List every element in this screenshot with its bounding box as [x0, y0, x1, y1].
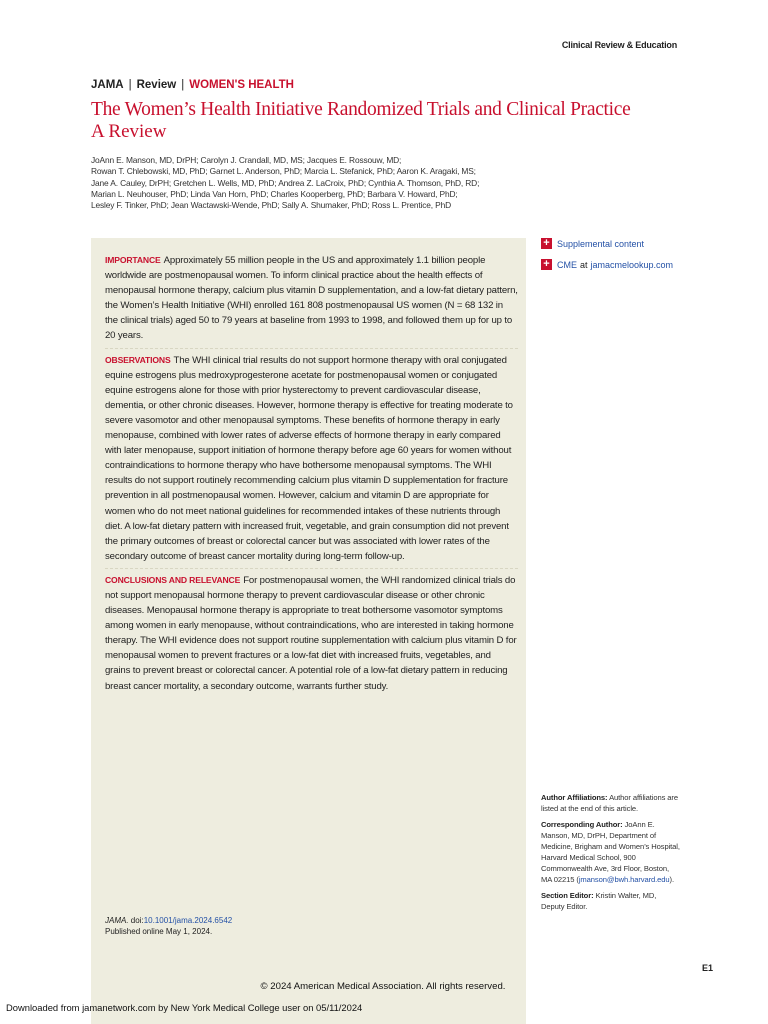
- corresponding-text: JoAnn E. Manson, MD, DrPH, Department of Medicine, Brigham and Women’s Hospital, Harvard Medical School, 900 Commonwealth Ave, 3rd Floor, Boston, MA 02215 (: [541, 820, 680, 884]
- supplemental-label[interactable]: Supplemental content: [557, 238, 645, 249]
- section-label: Clinical Review & Education: [561, 40, 677, 50]
- section-editor: [541, 890, 681, 912]
- article-type: Review: [136, 79, 177, 91]
- observations-heading: OBSERVATIONS: [105, 354, 171, 365]
- author-line: Lesley F. Tinker, PhD; Jean Wactawski-Wende, PhD; Sally A. Shumaker, PhD; Ross L. Prentice, PhD: [91, 200, 451, 211]
- affiliations-text: Author affiliations are listed at the end of this article.: [541, 793, 678, 813]
- article-subtitle: A Review: [91, 121, 167, 142]
- abstract-observations: [105, 348, 518, 568]
- published-date: Published online May 1, 2024.: [105, 926, 213, 936]
- corresponding-close: ).: [669, 875, 674, 884]
- affiliations-heading: Author Affiliations:: [541, 793, 608, 802]
- importance-heading: IMPORTANCE: [105, 255, 161, 265]
- plus-icon: +: [541, 238, 552, 249]
- journal-name: JAMA: [91, 79, 124, 91]
- doi-prefix: doi:: [130, 916, 144, 925]
- breadcrumb: JAMA | Review | WOMEN'S HEALTH: [91, 79, 294, 91]
- author-line: Rowan T. Chlebowski, MD, PhD; Garnet L. Anderson, PhD; Marcia L. Stefanick, PhD; Aaron K. Aragaki, MS;: [91, 166, 476, 177]
- importance-text: Approximately 55 million people in the US and approximately 1.1 billion people worldwide are postmenopausal women. To inform clinical practice about the health effects of menopausal hormone therapy, calcium plus vitamin D supplementation, and a low-fat dietary pattern, the Women’s Health Initiative (WHI) enrolled 161 808 postmenopausal US women (N = 68 132 in the clinical trials) aged 50 to 79 years at baseline from 1993 to 1998, and followed them up for up to 20 years.: [105, 255, 518, 342]
- editor-heading: Section Editor:: [541, 891, 594, 900]
- copyright-notice: [0, 981, 768, 992]
- cme-link[interactable]: [541, 259, 673, 270]
- doi-link[interactable]: 10.1001/jama.2024.6542: [143, 916, 233, 925]
- article-title: The Women’s Health Initiative Randomized Trials and Clinical Practice: [91, 99, 631, 120]
- supplemental-content-link[interactable]: [541, 238, 644, 249]
- page-number: E1: [702, 963, 714, 973]
- abstract: [105, 253, 518, 698]
- author-line: Jane A. Cauley, DrPH; Gretchen L. Wells, MD, PhD; Andrea Z. LaCroix, PhD; Cynthia A. Thomson, PhD, RD;: [91, 177, 480, 188]
- cme-at: at: [580, 259, 588, 270]
- abstract-conclusions: [105, 568, 518, 698]
- observations-text: The WHI clinical trial results do not support hormone therapy with oral conjugated equine estrogens plus medroxyprogesterone acetate for postmenopausal women or conjugated equine estrogens alone for those with prior hysterectomy to prevent cardiovascular disease, dementia, or other chronic diseases. However, hormone therapy is effective for treating moderate to severe vasomotor and other menopausal symptoms. These benefits of hormone therapy in early menopause, combined with lower rates of adverse effects of hormone therapy in early compared with later menopause, support initiation of hormone therapy before age 60 years for women without contraindications to hormone therapy who have bothersome menopausal symptoms. The WHI results do not support routinely recommending calcium plus vitamin D supplementation for fracture prevention in all postmenopausal women. However, calcium and vitamin D are appropriate for women who do not meet national guidelines for recommended intakes of these nutrients through diet. A low-fat dietary pattern with increased fruit, vegetable, and grain consumption did not prevent the primary outcomes of breast or colorectal cancer but was associated with lower rates of the secondary outcome of breast cancer mortality during long-term follow-up.: [105, 354, 513, 562]
- cme-label[interactable]: CME: [557, 259, 577, 270]
- citation-doi-line: [105, 916, 232, 927]
- conclusions-text: For postmenopausal women, the WHI randomized clinical trials do not support menopausal hormone therapy to prevent cardiovascular disease or other chronic diseases. Menopausal hormone therapy is appropriate to treat bothersome vasomotor symptoms among women in early menopause, without contraindications, who are interested in taking hormone therapy. The WHI evidence does not support routine supplementation with calcium plus vitamin D for menopausal women to prevent fractures or a low-fat diet with increased fruits, vegetables, and grains to prevent breast or colorectal cancer. A potential role of a low-fat dietary pattern in reducing breast cancer mortality, a secondary outcome, warrants further study.: [105, 574, 517, 692]
- author-affiliations: [541, 792, 681, 814]
- abstract-importance: [105, 253, 518, 348]
- copyright-text: © 2024 American Medical Association. All rights reserved.: [260, 981, 506, 992]
- author-line: JoAnn E. Manson, MD, DrPH; Carolyn J. Crandall, MD, MS; Jacques E. Rossouw, MD;: [91, 155, 402, 165]
- corresponding-heading: Corresponding Author:: [541, 820, 623, 829]
- citation-journal: JAMA.: [105, 916, 129, 925]
- corresponding-email[interactable]: jmanson@bwh.harvard.edu: [578, 875, 670, 884]
- editor-text: Kristin Walter, MD, Deputy Editor.: [541, 891, 657, 911]
- cme-url[interactable]: jamacmelookup.com: [590, 259, 674, 270]
- download-note: Downloaded from jamanetwork.com by New York Medical College user on 05/11/2024: [6, 1002, 363, 1013]
- sidebar-notes: [541, 792, 681, 917]
- author-line: Marian L. Neuhouser, PhD; Linda Van Horn, PhD; Charles Kooperberg, PhD; Barbara V. Howard, PhD;: [91, 188, 458, 199]
- citation: [105, 916, 232, 937]
- corresponding-author: [541, 819, 681, 885]
- conclusions-heading: CONCLUSIONS AND RELEVANCE: [105, 574, 241, 585]
- author-list: [91, 155, 511, 211]
- plus-icon: +: [541, 259, 552, 270]
- topic-label[interactable]: WOMEN'S HEALTH: [189, 79, 294, 91]
